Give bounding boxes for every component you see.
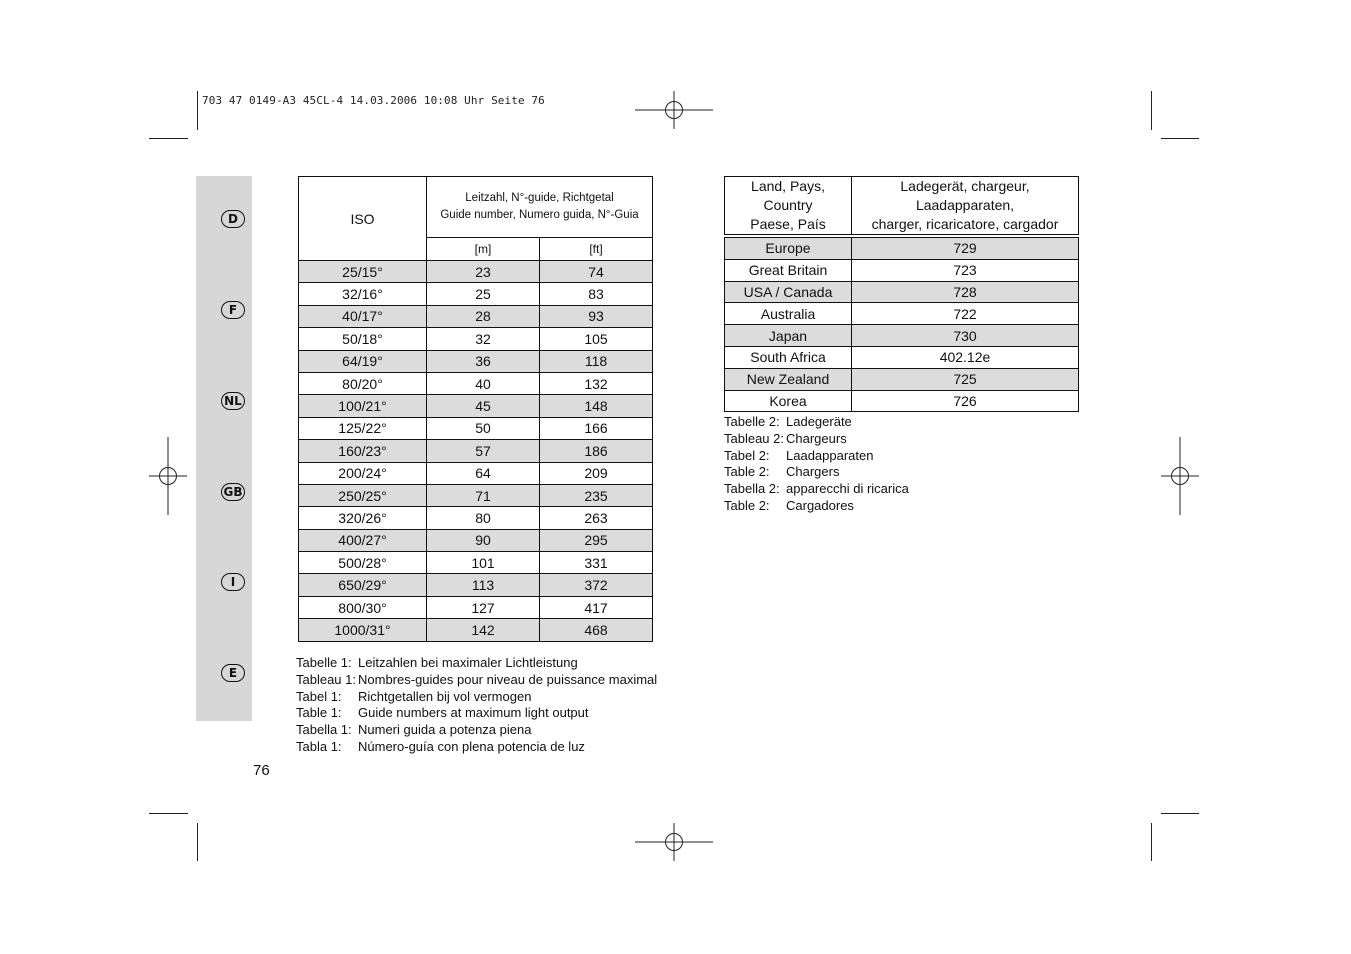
iso-cell: 25/15°	[299, 261, 427, 283]
iso-cell: 400/27°	[299, 529, 427, 551]
caption-label: Tabella 1:	[296, 722, 352, 738]
caption-text: Cargadores	[786, 497, 854, 513]
feet-cell: 166	[540, 417, 653, 439]
charger-cell: 722	[852, 303, 1079, 325]
caption-line	[724, 448, 909, 465]
meters-cell: 45	[427, 395, 540, 417]
feet-cell: 74	[540, 261, 653, 283]
header-guide-number-line1: Leitzahl, N°-guide, Richtgetal	[465, 192, 614, 204]
table-row	[299, 484, 653, 506]
charger-cell: 726	[852, 390, 1079, 412]
caption-text: Richtgetallen bij vol vermogen	[358, 688, 532, 704]
table-row	[299, 619, 653, 641]
caption-line	[296, 689, 657, 706]
iso-cell: 32/16°	[299, 283, 427, 305]
feet-cell: 263	[540, 507, 653, 529]
table-row	[299, 507, 653, 529]
iso-cell: 250/25°	[299, 484, 427, 506]
meters-cell: 25	[427, 283, 540, 305]
iso-cell: 500/28°	[299, 552, 427, 574]
header-unit-m: [m]	[427, 238, 540, 261]
iso-cell: 160/23°	[299, 440, 427, 462]
charger-cell: 728	[852, 281, 1079, 303]
table-row	[299, 328, 653, 350]
charger-table	[724, 176, 1079, 412]
table-row	[299, 462, 653, 484]
meters-cell: 50	[427, 417, 540, 439]
table-row	[299, 417, 653, 439]
feet-cell: 148	[540, 395, 653, 417]
iso-cell: 200/24°	[299, 462, 427, 484]
meters-cell: 32	[427, 328, 540, 350]
feet-cell: 331	[540, 552, 653, 574]
table-row	[299, 372, 653, 394]
registration-mark-icon	[635, 71, 713, 149]
feet-cell: 105	[540, 328, 653, 350]
crop-mark	[149, 813, 188, 814]
language-tab-f: F	[221, 301, 245, 319]
caption-label: Tabel 1:	[296, 688, 342, 704]
table-row	[299, 440, 653, 462]
caption-label: Tableau 1:	[296, 671, 356, 687]
caption-line	[724, 414, 909, 431]
header-country	[725, 177, 852, 235]
header-country-line1: Land, Pays, Country	[751, 178, 825, 213]
table-row	[725, 346, 1079, 368]
meters-cell: 101	[427, 552, 540, 574]
meters-cell: 40	[427, 372, 540, 394]
crop-mark	[149, 138, 188, 139]
country-cell: New Zealand	[725, 368, 852, 390]
crop-mark	[1151, 823, 1152, 861]
iso-cell: 800/30°	[299, 596, 427, 618]
charger-cell: 725	[852, 368, 1079, 390]
language-tab-i: I	[221, 573, 245, 591]
table-row	[299, 261, 653, 283]
feet-cell: 417	[540, 596, 653, 618]
country-cell: Japan	[725, 325, 852, 347]
header-guide-number-line2: Guide number, Numero guida, N°-Guia	[440, 209, 639, 221]
header-unit-ft: [ft]	[540, 238, 653, 261]
feet-cell: 118	[540, 350, 653, 372]
charger-cell: 723	[852, 259, 1079, 281]
caption-text: Ladegeräte	[786, 414, 852, 429]
table2-captions	[724, 414, 909, 515]
country-cell: Great Britain	[725, 259, 852, 281]
table-row	[299, 305, 653, 327]
caption-label: Tabella 2:	[724, 481, 780, 497]
language-tab-nl: NL	[221, 392, 245, 410]
caption-line	[296, 739, 657, 756]
caption-line	[296, 722, 657, 739]
country-cell: Australia	[725, 303, 852, 325]
charger-cell: 402.12e	[852, 346, 1079, 368]
caption-label: Tabla 1:	[296, 738, 342, 754]
meters-cell: 36	[427, 350, 540, 372]
caption-label: Tabelle 2:	[724, 414, 780, 429]
meters-cell: 64	[427, 462, 540, 484]
charger-cell: 730	[852, 325, 1079, 347]
header-charger-line1: Ladegerät, chargeur, Laadapparaten,	[900, 178, 1030, 213]
registration-mark-icon	[1141, 437, 1219, 515]
meters-cell: 71	[427, 484, 540, 506]
table-row	[725, 259, 1079, 281]
iso-cell: 50/18°	[299, 328, 427, 350]
table-row	[725, 281, 1079, 303]
country-cell: Korea	[725, 390, 852, 412]
caption-line	[724, 498, 909, 515]
caption-line	[296, 705, 657, 722]
caption-line	[296, 672, 657, 689]
caption-text: Leitzahlen bei maximaler Lichtleistung	[358, 655, 578, 670]
crop-mark	[197, 91, 198, 130]
header-charger	[852, 177, 1079, 235]
meters-cell: 113	[427, 574, 540, 596]
meters-cell: 127	[427, 596, 540, 618]
iso-cell: 1000/31°	[299, 619, 427, 641]
header-charger-line2: charger, ricaricatore, cargador	[871, 216, 1059, 232]
caption-label: Table 2:	[724, 464, 770, 480]
crop-mark	[197, 823, 198, 861]
table-row	[725, 303, 1079, 325]
iso-cell: 64/19°	[299, 350, 427, 372]
table-row	[299, 529, 653, 551]
meters-cell: 90	[427, 529, 540, 551]
table-row	[299, 596, 653, 618]
caption-label: Tabelle 1:	[296, 655, 352, 670]
feet-cell: 235	[540, 484, 653, 506]
table-row	[299, 350, 653, 372]
iso-cell: 100/21°	[299, 395, 427, 417]
table-row	[725, 325, 1079, 347]
country-cell: Europe	[725, 238, 852, 260]
caption-label: Tableau 2:	[724, 430, 784, 446]
caption-label: Table 2:	[724, 497, 770, 513]
feet-cell: 209	[540, 462, 653, 484]
caption-label: Table 1:	[296, 705, 342, 721]
caption-text: Chargeurs	[786, 430, 847, 446]
language-sidebar	[196, 176, 252, 721]
header-country-line2: Paese, País	[750, 216, 826, 232]
caption-text: apparecchi di ricarica	[786, 481, 909, 497]
table-row	[725, 238, 1079, 260]
caption-text: Guide numbers at maximum light output	[358, 705, 589, 721]
meters-cell: 28	[427, 305, 540, 327]
iso-cell: 320/26°	[299, 507, 427, 529]
header-guide-number	[427, 177, 653, 238]
feet-cell: 468	[540, 619, 653, 641]
charger-cell: 729	[852, 238, 1079, 260]
feet-cell: 372	[540, 574, 653, 596]
crop-mark	[1151, 91, 1152, 130]
caption-line	[724, 464, 909, 481]
crop-mark	[1161, 813, 1199, 814]
guide-number-table	[298, 176, 653, 642]
meters-cell: 57	[427, 440, 540, 462]
caption-line	[724, 481, 909, 498]
iso-cell: 650/29°	[299, 574, 427, 596]
table-row	[299, 552, 653, 574]
caption-text: Laadapparaten	[786, 447, 874, 463]
caption-text: Nombres-guides pour niveau de puissance maximal	[358, 671, 658, 687]
country-cell: South Africa	[725, 346, 852, 368]
language-tab-d: D	[221, 210, 245, 228]
caption-line	[724, 431, 909, 448]
feet-cell: 93	[540, 305, 653, 327]
meters-cell: 80	[427, 507, 540, 529]
country-cell: USA / Canada	[725, 281, 852, 303]
print-header: 703 47 0149-A3 45CL-4 14.03.2006 10:08 Uhr Seite 76	[202, 94, 545, 107]
feet-cell: 186	[540, 440, 653, 462]
caption-text: Número-guía con plena potencia de luz	[358, 738, 585, 754]
caption-text: Chargers	[786, 464, 840, 480]
language-tab-e: E	[221, 664, 245, 682]
crop-mark	[1161, 138, 1199, 139]
caption-text: Numeri guida a potenza piena	[358, 722, 532, 738]
iso-cell: 40/17°	[299, 305, 427, 327]
table-row	[725, 390, 1079, 412]
header-iso: ISO	[299, 177, 427, 261]
iso-cell: 80/20°	[299, 372, 427, 394]
table1-captions	[296, 655, 657, 756]
caption-label: Tabel 2:	[724, 447, 770, 463]
table-row	[299, 574, 653, 596]
registration-mark-icon	[635, 803, 713, 881]
iso-cell: 125/22°	[299, 417, 427, 439]
meters-cell: 23	[427, 261, 540, 283]
meters-cell: 142	[427, 619, 540, 641]
page-number: 76	[253, 762, 270, 779]
feet-cell: 295	[540, 529, 653, 551]
feet-cell: 83	[540, 283, 653, 305]
language-tab-gb: GB	[221, 483, 245, 501]
table-row	[725, 368, 1079, 390]
table-row	[299, 283, 653, 305]
caption-line	[296, 655, 657, 672]
table-row	[299, 395, 653, 417]
feet-cell: 132	[540, 372, 653, 394]
